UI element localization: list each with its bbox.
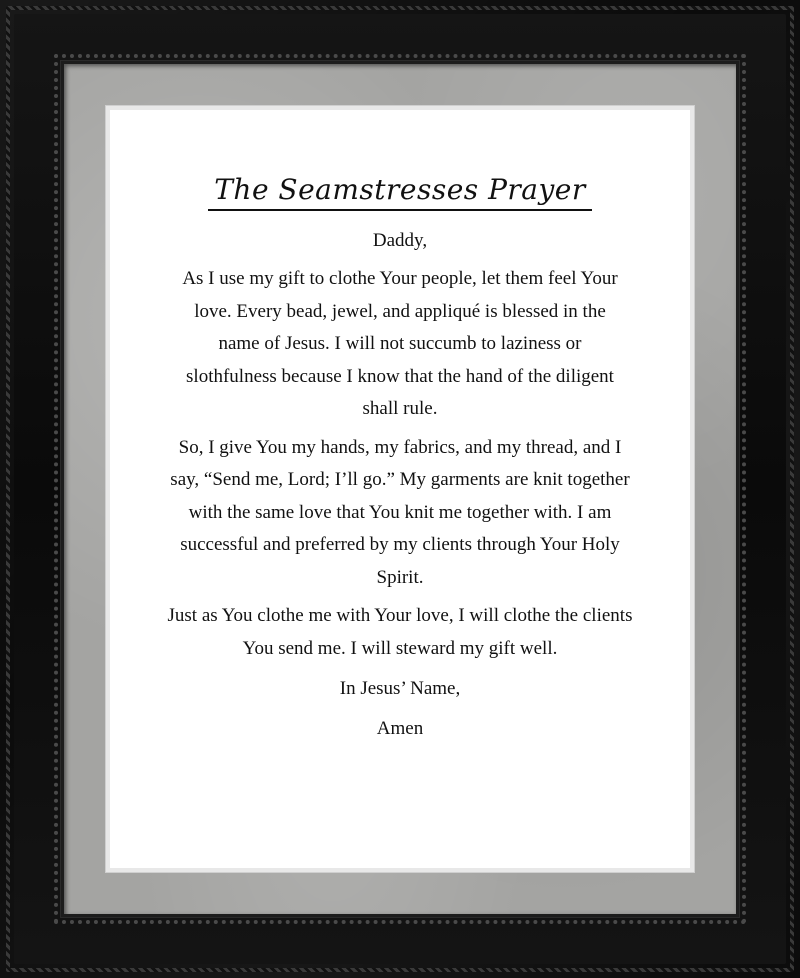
prayer-paragraph-1: As I use my gift to clothe Your people, let them feel Your love. Every bead, jewel, and appliqué is blessed in the name of Jesus. I will not succumb to laziness or slothfulness because I know that the hand of the diligent shall rule.: [182, 268, 618, 419]
prayer-paragraph-3: Just as You clothe me with Your love, I will clothe the clients You send me. I will steward my gift well.: [167, 605, 633, 659]
prayer-paragraph-2: So, I give You my hands, my fabrics, and my thread, and I say, “Send me, Lord; I’ll go.” My garments are knit together with the same love that You knit me together with. I am successful and preferred by my clients through Your Holy Spirit.: [170, 436, 630, 588]
prayer-document: [110, 110, 690, 868]
closing-line: In Jesus’ Name,: [339, 678, 461, 699]
signoff: Amen: [376, 718, 424, 739]
salutation: Daddy,: [372, 230, 428, 251]
prayer-title: The Seamstresses Prayer: [208, 174, 592, 211]
